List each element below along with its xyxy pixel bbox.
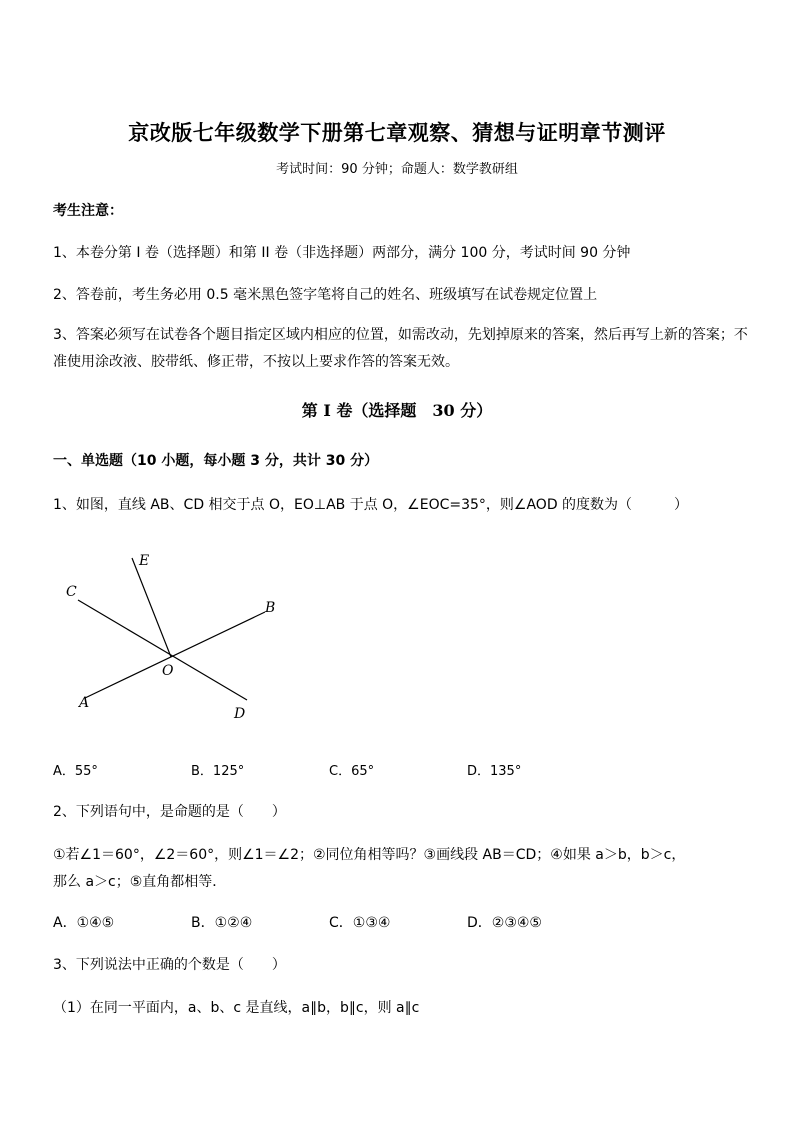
q1-geometry-figure	[60, 540, 300, 730]
q2-option-b: B．①②④	[191, 915, 253, 931]
q1-option-d: D．135°	[467, 764, 522, 779]
notice-heading: 考生注意：	[53, 203, 123, 219]
section-title: 第 I 卷（选择题 30 分）	[301, 401, 493, 420]
page-title: 京改版七年级数学下册第七章观察、猜想与证明章节测评	[128, 120, 666, 145]
question-3-stem: 3、下列说法中正确的个数是（ ）	[53, 957, 286, 973]
label-b: B	[265, 600, 276, 616]
notice-item-2: 2、答卷前，考生务必用 0.5 毫米黑色签字笔将自己的姓名、班级填写在试卷规定位置上	[53, 287, 598, 303]
ray-oe	[132, 558, 171, 657]
label-a: A	[79, 695, 90, 711]
question-2-stem: 2、下列语句中，是命题的是（ ）	[53, 804, 286, 820]
q2-option-a: A．①④⑤	[53, 915, 115, 931]
question-2-body-line-2: 那么 a＞c；⑤直角都相等．	[53, 874, 227, 890]
notice-item-1: 1、本卷分第 I 卷（选择题）和第 II 卷（非选择题）两部分，满分 100 分，考试时间 90 分钟	[53, 245, 631, 261]
label-o: O	[162, 663, 174, 679]
notice-item-3: 3、答案必须写在试卷各个题目指定区域内相应的位置，如需改动，先划掉原来的答案，然后再写上新的答案；不准使用涂改液、胶带纸、修正带，不按以上要求作答的答案无效。	[53, 327, 748, 370]
q2-option-d: D．②③④⑤	[467, 915, 542, 931]
q1-option-b: B．125°	[191, 764, 245, 779]
q2-option-c: C．①③④	[329, 915, 391, 931]
label-e: E	[139, 553, 150, 569]
line-ab	[85, 612, 265, 698]
part-heading: 一、单选题（10 小题，每小题 3 分，共计 30 分）	[53, 453, 379, 469]
q1-option-c: C．65°	[329, 764, 375, 779]
question-3-item-1: （1）在同一平面内，a、b、c 是直线，a∥b，b∥c，则 a∥c	[53, 1000, 420, 1016]
question-2-body-line-1: ①若∠1＝60°，∠2＝60°，则∠1＝∠2；②同位角相等吗？③画线段 AB＝CD；④如果 a＞b，b＞c，	[53, 847, 686, 863]
label-d: D	[234, 706, 246, 722]
q1-option-a: A．55°	[53, 764, 98, 779]
line-cd	[78, 600, 247, 700]
question-1-stem: 1、如图，直线 AB、CD 相交于点 O，EO⊥AB 于点 O，∠EOC=35°，则∠AOD 的度数为（ ）	[53, 497, 689, 513]
exam-info: 考试时间：90 分钟；命题人：数学教研组	[276, 162, 518, 177]
label-c: C	[66, 584, 77, 600]
